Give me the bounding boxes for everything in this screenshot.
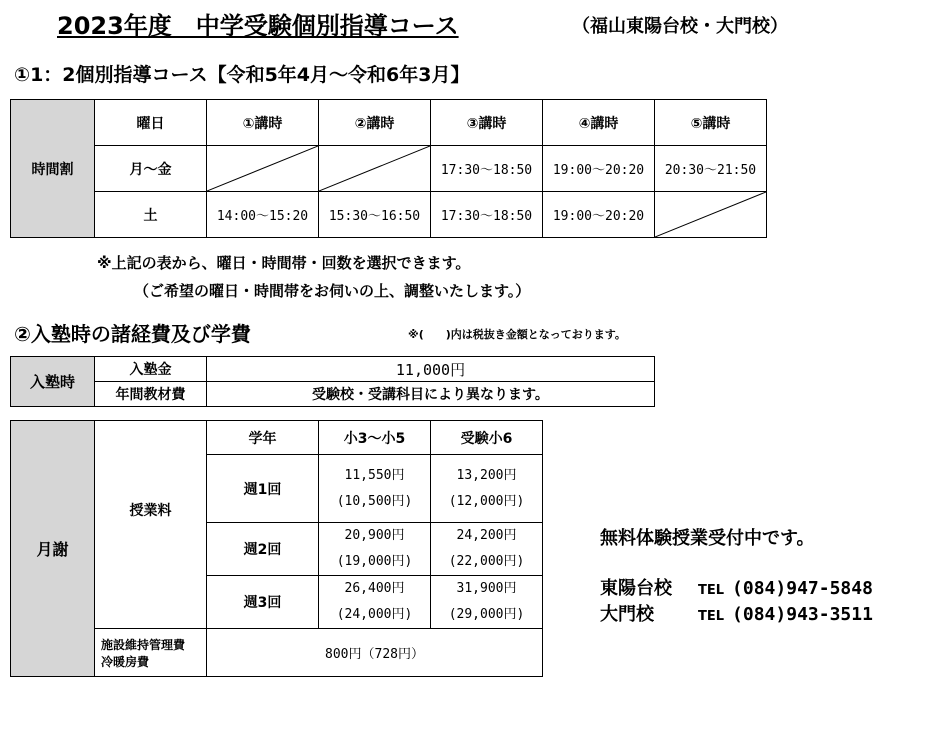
empty-slot [207,146,319,192]
entry-fee-value: 11,000円 [207,357,655,382]
school-name: 東陽台校 [600,578,672,599]
col-header-period-3: ③講時 [431,100,543,146]
col-header-day: 曜日 [95,100,207,146]
time-slot: 14:00～15:20 [207,192,319,238]
tel-number: (084)943-3511 [732,604,873,625]
section2-heading: ②入塾時の諸経費及び学費 [14,322,251,346]
price-ex-tax: (29,000円) [448,607,525,622]
grade-col-1: 小3～小5 [319,421,431,455]
entry-label: 入塾時 [11,357,95,407]
price-cell [319,523,431,576]
frequency-label: 週3回 [207,576,319,629]
page-title: 2023年度 中学受験個別指導コース [57,12,459,40]
time-slot: 17:30～18:50 [431,192,543,238]
diagonal-line [207,146,318,191]
facility-fee-label [95,629,207,677]
price-ex-tax: (19,000円) [336,554,413,569]
timetable-note: ※上記の表から、曜日・時間帯・回数を選択できます。 [97,254,471,272]
price-ex-tax: (24,000円) [336,607,413,622]
col-header-period-4: ④講時 [543,100,655,146]
grade-col-2: 受験小6 [431,421,543,455]
tuition-label: 授業料 [95,421,207,629]
material-fee-value: 受験校・受講科目により異なります。 [207,382,655,407]
price-cell [319,455,431,523]
tel-number: (084)947-5848 [732,578,873,599]
empty-slot [319,146,431,192]
time-slot: 17:30～18:50 [431,146,543,192]
price: 24,200円 [456,528,517,543]
saturday-label: 土 [95,192,207,238]
diagonal-line [655,192,766,237]
entry-fee-label: 入塾金 [95,357,207,382]
price: 31,900円 [456,581,517,596]
diagonal-line [319,146,430,191]
empty-slot [655,192,767,238]
time-slot: 19:00～20:20 [543,192,655,238]
price-ex-tax: (12,000円) [448,493,525,509]
price-cell [431,455,543,523]
time-slot: 15:30～16:50 [319,192,431,238]
tel-label: TEL [698,583,725,598]
facility-label-2: 冷暖房費 [101,654,150,669]
section1-heading: ①1：2個別指導コース【令和5年4月～令和6年3月】 [14,64,470,86]
frequency-label: 週2回 [207,523,319,576]
free-trial-notice: 無料体験授業受付中です。 [600,528,815,549]
contact-toyodai [600,574,873,600]
price-cell [431,523,543,576]
price: 20,900円 [344,528,405,543]
timetable-row-header: 時間割 [11,100,95,238]
entry-fee-table [10,356,655,407]
weekday-label: 月～金 [95,146,207,192]
tel-label: TEL [698,609,725,624]
time-slot: 19:00～20:20 [543,146,655,192]
price: 11,550円 [344,467,405,483]
price-ex-tax: (10,500円) [336,493,413,509]
timetable-note-sub: （ご希望の曜日・時間帯をお伺いの上、調整いたします。） [134,282,531,300]
facility-label-1: 施設維持管理費 [101,637,186,652]
price-ex-tax: (22,000円) [448,554,525,569]
price: 13,200円 [456,467,517,483]
col-header-period-1: ①講時 [207,100,319,146]
price-cell [431,576,543,629]
tax-note: ※( )内は税抜き金額となっております。 [408,328,626,341]
price-cell [319,576,431,629]
school-name: 大門校 [600,604,654,625]
timetable [10,99,767,238]
material-fee-label: 年間教材費 [95,382,207,407]
facility-fee-value: 800円（728円） [207,629,543,677]
monthly-fee-table [10,420,543,677]
col-header-period-2: ②講時 [319,100,431,146]
frequency-label: 週1回 [207,455,319,523]
contact-daimon [600,600,873,626]
price: 26,400円 [344,581,405,596]
time-slot: 20:30～21:50 [655,146,767,192]
col-header-period-5: ⑤講時 [655,100,767,146]
page-subtitle: （福山東陽台校・大門校） [572,16,788,37]
grade-header: 学年 [207,421,319,455]
monthly-label: 月謝 [11,421,95,677]
